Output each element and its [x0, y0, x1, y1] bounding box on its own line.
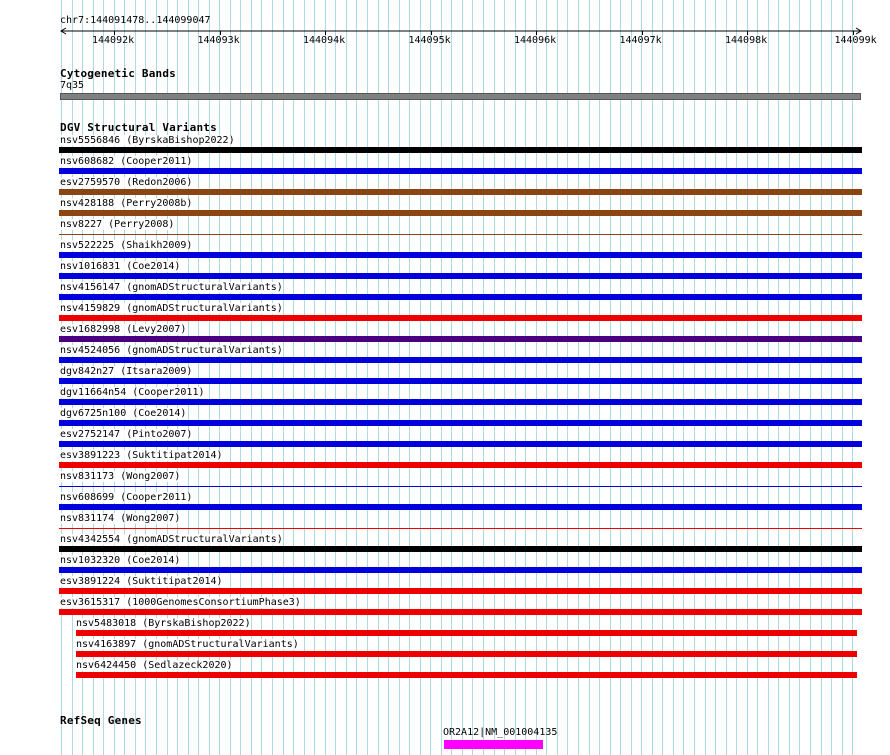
variant-bar[interactable] — [59, 609, 862, 615]
variant-bar[interactable] — [76, 630, 857, 636]
variant-label[interactable]: nsv4163897 (gnomADStructuralVariants) — [76, 639, 299, 650]
ruler-tick-label: 144093k — [197, 35, 240, 46]
variant-bar[interactable] — [59, 189, 862, 195]
variant-label[interactable]: nsv4159829 (gnomADStructuralVariants) — [60, 303, 283, 314]
variant-label[interactable]: nsv4156147 (gnomADStructuralVariants) — [60, 282, 283, 293]
variant-label[interactable]: nsv428188 (Perry2008b) — [60, 198, 193, 209]
variant-bar[interactable] — [59, 252, 862, 258]
ruler-tick-label: 144092k — [92, 35, 135, 46]
variant-bar[interactable] — [59, 315, 862, 321]
refseq-gene-feature[interactable] — [444, 740, 543, 749]
variant-label[interactable]: esv2752147 (Pinto2007) — [60, 429, 193, 440]
variant-bar[interactable] — [59, 504, 862, 510]
variant-label[interactable]: dgv842n27 (Itsara2009) — [60, 366, 193, 377]
ruler-tick-label: 144099k — [834, 35, 877, 46]
variant-bar[interactable] — [76, 651, 857, 657]
variant-bar[interactable] — [59, 234, 862, 235]
variant-bar[interactable] — [59, 168, 862, 174]
variant-label[interactable]: esv3891224 (Suktitipat2014) — [60, 576, 223, 587]
variant-bar[interactable] — [59, 420, 862, 426]
variant-label[interactable]: nsv5483018 (ByrskaBishop2022) — [76, 618, 251, 629]
variant-bar[interactable] — [59, 294, 862, 300]
ruler-tick-label: 144096k — [514, 35, 557, 46]
variant-bar[interactable] — [59, 399, 862, 405]
ruler-tick-label: 144095k — [408, 35, 451, 46]
variant-bar[interactable] — [59, 378, 862, 384]
variant-bar[interactable] — [59, 528, 862, 529]
variant-bar[interactable] — [59, 441, 862, 447]
variant-bar[interactable] — [59, 546, 862, 552]
variant-label[interactable]: dgv11664n54 (Cooper2011) — [60, 387, 205, 398]
variant-bar[interactable] — [76, 672, 857, 678]
variant-bar[interactable] — [59, 210, 862, 216]
variant-bar[interactable] — [59, 567, 862, 573]
variant-bar[interactable] — [59, 357, 862, 363]
variant-label[interactable]: esv3615317 (1000GenomesConsortiumPhase3) — [60, 597, 301, 608]
dgv-track-title: DGV Structural Variants — [60, 121, 217, 134]
variant-label[interactable]: esv2759570 (Redon2006) — [60, 177, 193, 188]
variant-label[interactable]: nsv1032320 (Coe2014) — [60, 555, 181, 566]
variant-label[interactable]: nsv1016831 (Coe2014) — [60, 261, 181, 272]
cytoband-bar[interactable] — [60, 93, 861, 100]
variant-label[interactable]: esv1682998 (Levy2007) — [60, 324, 187, 335]
variant-label[interactable]: nsv6424450 (Sedlazeck2020) — [76, 660, 233, 671]
variant-bar[interactable] — [59, 147, 862, 153]
variant-label[interactable]: nsv831174 (Wong2007) — [60, 513, 181, 524]
ruler-tick-label: 144097k — [619, 35, 662, 46]
variant-label[interactable]: nsv608699 (Cooper2011) — [60, 492, 193, 503]
variant-label[interactable]: dgv6725n100 (Coe2014) — [60, 408, 187, 419]
refseq-gene-label: OR2A12|NM_001004135 — [443, 727, 558, 738]
variant-label[interactable]: esv3891223 (Suktitipat2014) — [60, 450, 223, 461]
variant-bar[interactable] — [59, 486, 862, 487]
cytoband-name: 7q35 — [60, 80, 85, 91]
ruler-tick-label: 144098k — [725, 35, 768, 46]
variant-label[interactable]: nsv522225 (Shaikh2009) — [60, 240, 193, 251]
ruler-tick-label: 144094k — [303, 35, 346, 46]
refseq-track-title: RefSeq Genes — [60, 714, 142, 727]
variant-label[interactable]: nsv4342554 (gnomADStructuralVariants) — [60, 534, 283, 545]
variant-label[interactable]: nsv8227 (Perry2008) — [60, 219, 175, 230]
variant-label[interactable]: nsv831173 (Wong2007) — [60, 471, 181, 482]
variant-label[interactable]: nsv4524056 (gnomADStructuralVariants) — [60, 345, 283, 356]
variant-bar[interactable] — [59, 462, 862, 468]
variant-label[interactable]: nsv608682 (Cooper2011) — [60, 156, 193, 167]
chromosome-location: chr7:144091478..144099047 — [60, 15, 211, 26]
variant-bar[interactable] — [59, 588, 862, 594]
cytogenetic-bands-title: Cytogenetic Bands — [60, 67, 176, 80]
variant-label[interactable]: nsv5556846 (ByrskaBishop2022) — [60, 135, 235, 146]
variant-bar[interactable] — [59, 336, 862, 342]
variant-bar[interactable] — [59, 273, 862, 279]
